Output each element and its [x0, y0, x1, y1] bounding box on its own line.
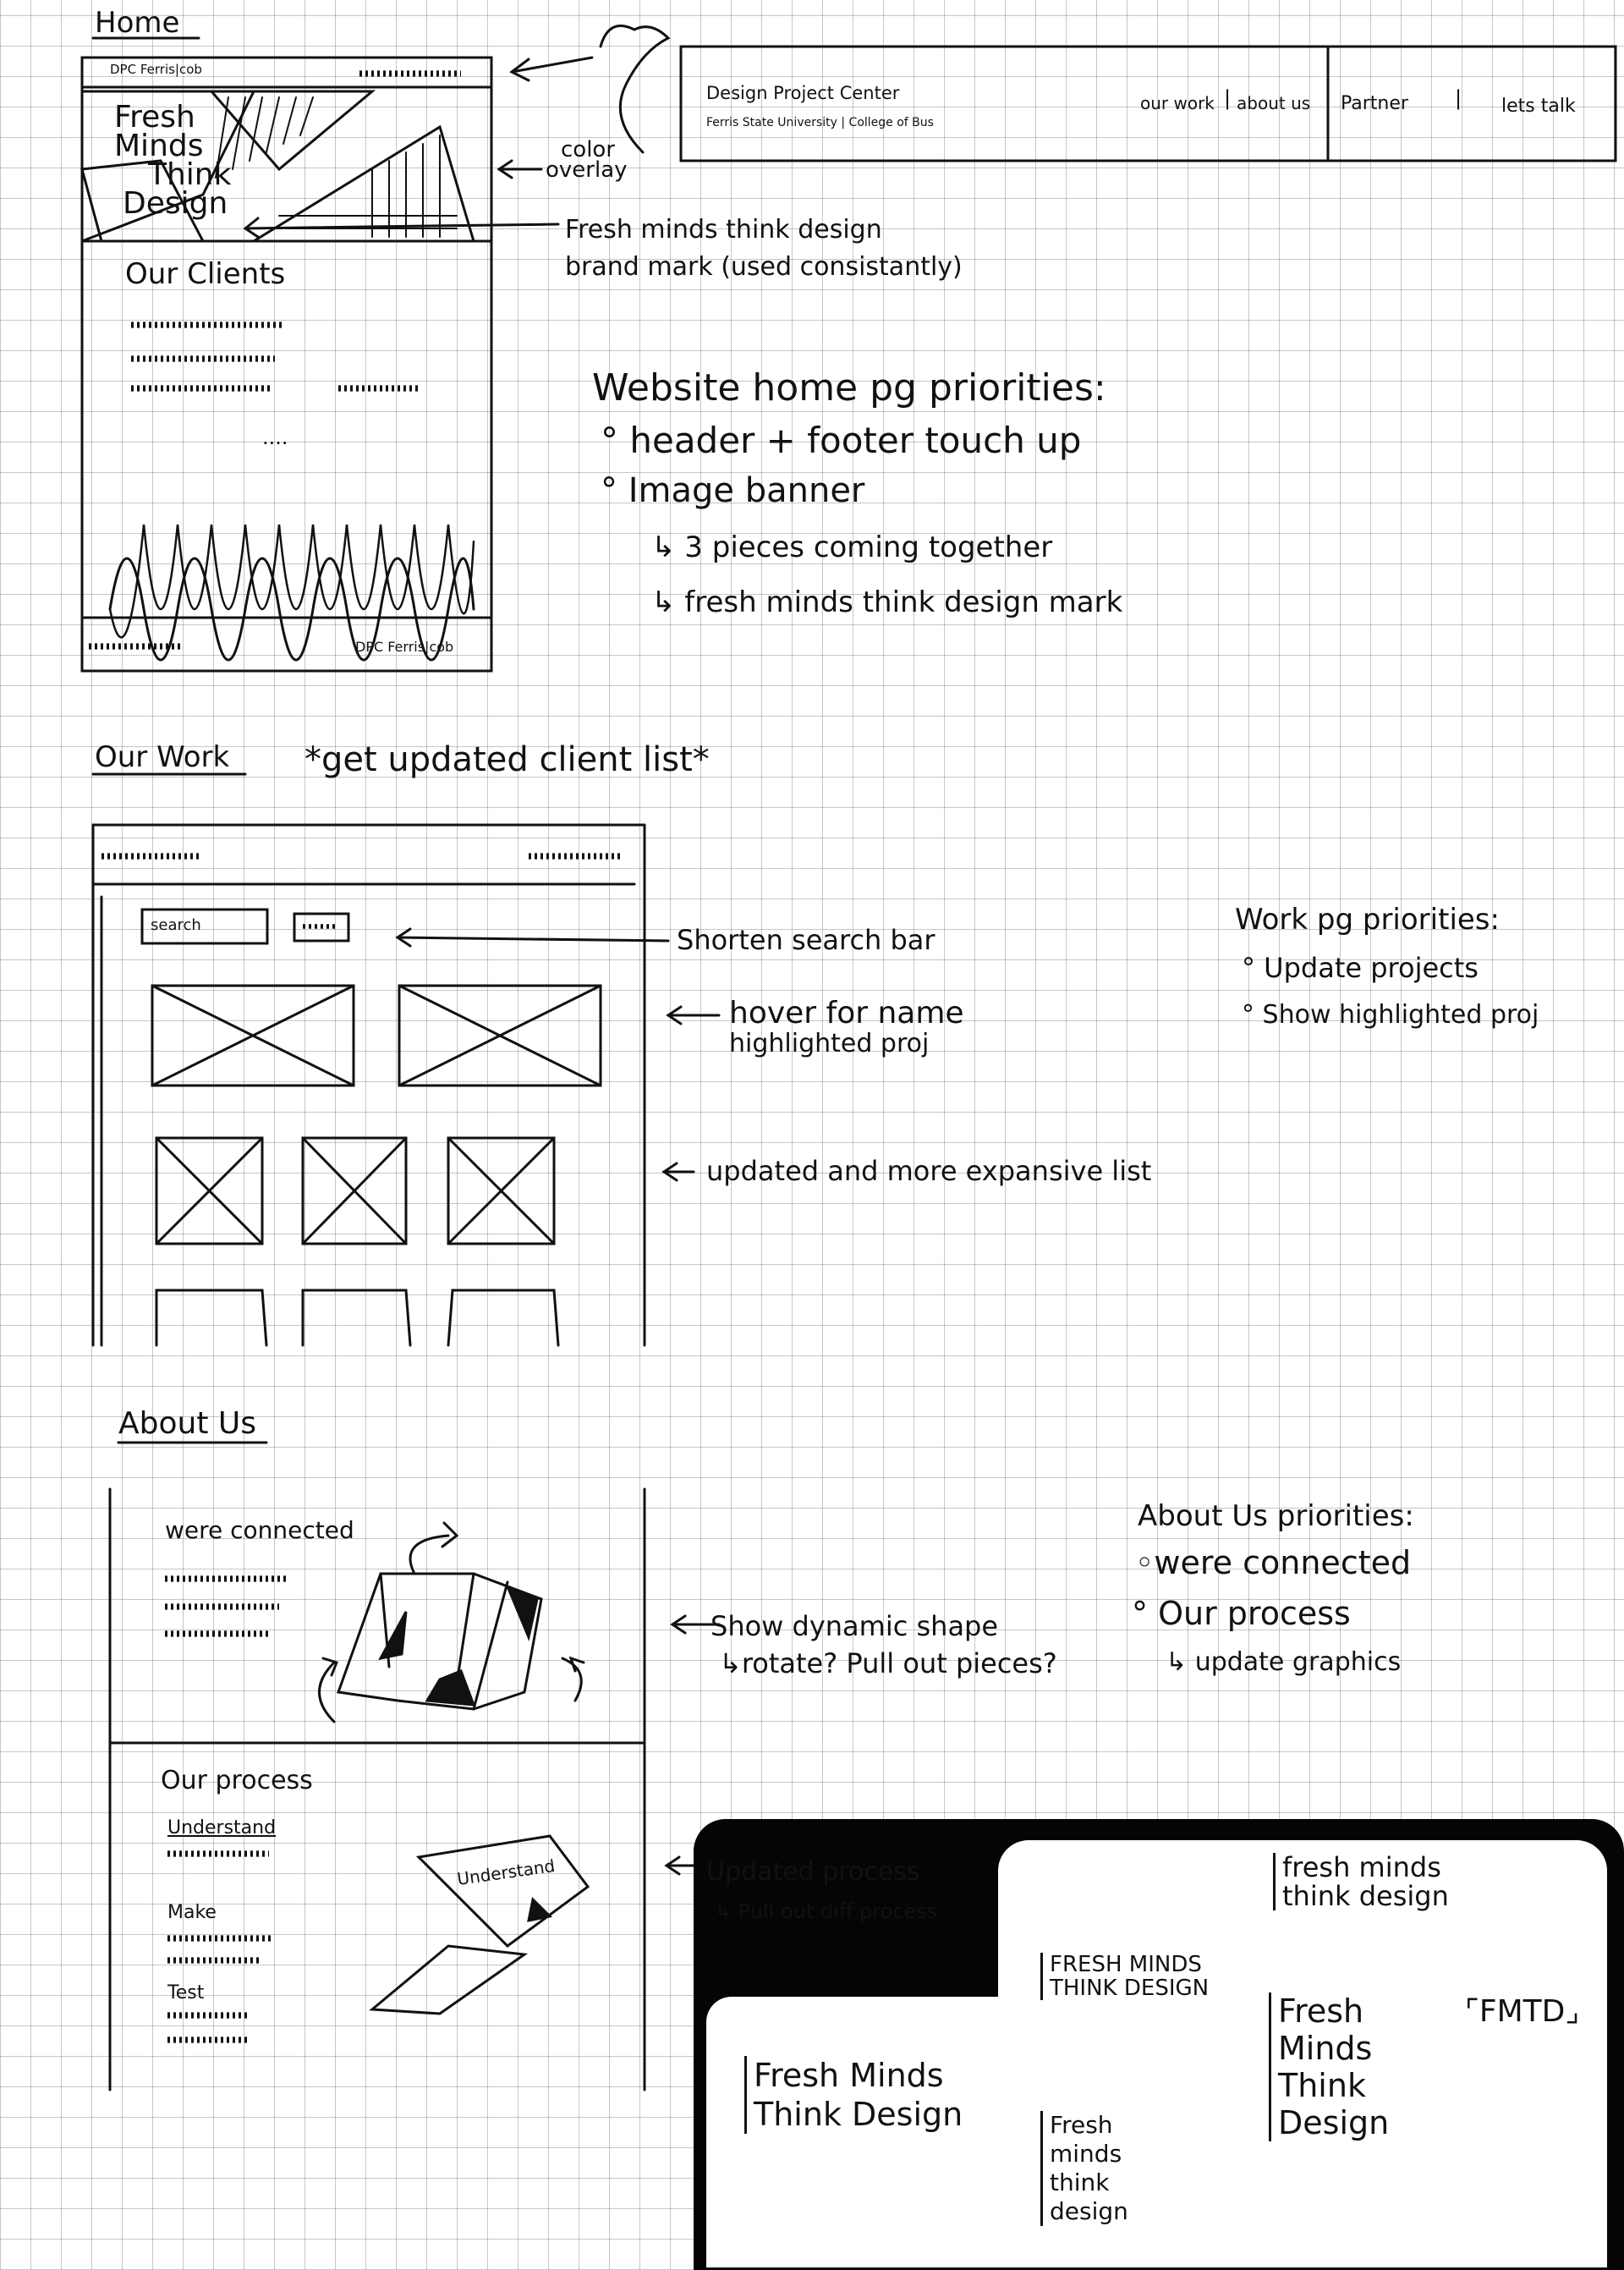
process-scribble [167, 2008, 248, 2023]
our-work-title: Our Work [95, 740, 230, 774]
brand-mark-option-4: ⌜FMTD⌟ [1465, 1994, 1580, 2029]
about-priority-item: ° Our process [1132, 1595, 1351, 1632]
brand-mark-option-6: Fresh minds think design [1040, 2111, 1128, 2226]
process-scribble [167, 1846, 269, 1861]
process-card-label: Understand [455, 1855, 557, 1889]
banner-brand-mark [114, 100, 232, 221]
process-scribble [167, 2032, 248, 2047]
process-scribble [167, 1931, 273, 1946]
brand-mark-option-5: Fresh Minds Think Design [744, 2056, 963, 2134]
nav-lets-talk[interactable]: lets talk [1501, 96, 1576, 117]
brand-mark-option-3: Fresh Minds Think Design [1269, 1992, 1389, 2141]
work-priorities-title: Work pg priorities: [1235, 903, 1500, 937]
home-sub-priority: ↳ 3 pieces coming together [651, 530, 1053, 564]
note-hover: hover for name highlighted proj [729, 996, 964, 1058]
about-us-title: About Us [118, 1406, 256, 1441]
note-search: Shorten search bar [677, 924, 935, 956]
phone-header-logo: DPC Ferris|cob [110, 62, 202, 77]
connected-scribble [165, 1626, 271, 1641]
note-shape: Show dynamic shape ↳rotate? Pull out pieces? [710, 1610, 1057, 1679]
home-title: Home [95, 6, 180, 40]
banner-word: Fresh [114, 100, 195, 135]
work-priority-item: ° Show highlighted proj [1242, 1000, 1539, 1030]
note-list: updated and more expansive list [706, 1155, 1152, 1187]
desktop-header-title: Design Project Center [706, 83, 900, 103]
note-color-overlay: color overlay [546, 137, 628, 183]
process-step: Make [167, 1902, 217, 1923]
connected-title: were connected [165, 1516, 354, 1544]
banner-word: Minds [114, 129, 204, 163]
search-input[interactable]: search [151, 916, 201, 934]
about-sub-priority: ↳ update graphics [1166, 1647, 1402, 1677]
client-scribble [131, 317, 283, 333]
client-scribble [338, 381, 419, 396]
clients-title: Our Clients [125, 257, 286, 291]
brand-mark-option-1: fresh minds think design [1273, 1853, 1449, 1910]
clients-more: .... [262, 426, 288, 449]
home-priorities-title: Website home pg priorities: [592, 366, 1106, 409]
banner-word: Think [148, 157, 232, 192]
footer-scribble [89, 639, 182, 654]
desktop-header-subtitle: Ferris State University | College of Bus [706, 116, 934, 129]
process-title: Our process [161, 1766, 313, 1795]
note-brand-mark: Fresh minds think design brand mark (used consistantly) [565, 215, 963, 282]
process-step: Test [167, 1982, 205, 2003]
nav-partner[interactable]: Partner [1341, 93, 1408, 114]
client-scribble [131, 351, 275, 366]
note-client-list: *get updated client list* [304, 740, 710, 779]
banner-word: Design [123, 186, 228, 221]
nav-our-work[interactable]: our work [1140, 93, 1215, 113]
phone-header-scribble [102, 849, 199, 864]
search-button[interactable] [303, 921, 337, 932]
work-priority-item: ° Update projects [1242, 952, 1479, 984]
home-priority-item: ° header + footer touch up [601, 420, 1082, 461]
note-process: Updated process ↳ Pull out diff process [706, 1857, 938, 1923]
connected-scribble [165, 1599, 279, 1614]
phone-nav-scribble [529, 849, 622, 864]
process-step: Understand [167, 1817, 277, 1839]
about-priorities-title: About Us priorities: [1138, 1499, 1414, 1533]
home-priority-item: ° Image banner [601, 471, 865, 510]
brand-mark-option-2: FRESH MINDS THINK DESIGN [1040, 1953, 1209, 2000]
process-scribble [167, 1953, 261, 1968]
connected-scribble [165, 1571, 288, 1586]
client-scribble [131, 381, 271, 396]
home-sub-priority: ↳ fresh minds think design mark [651, 585, 1123, 619]
phone-footer-logo: DPC Ferris|cob [355, 639, 454, 655]
nav-about-us[interactable]: about us [1237, 93, 1311, 113]
phone-nav-scribble [359, 66, 461, 81]
about-priority-item: ◦were connected [1135, 1544, 1412, 1581]
